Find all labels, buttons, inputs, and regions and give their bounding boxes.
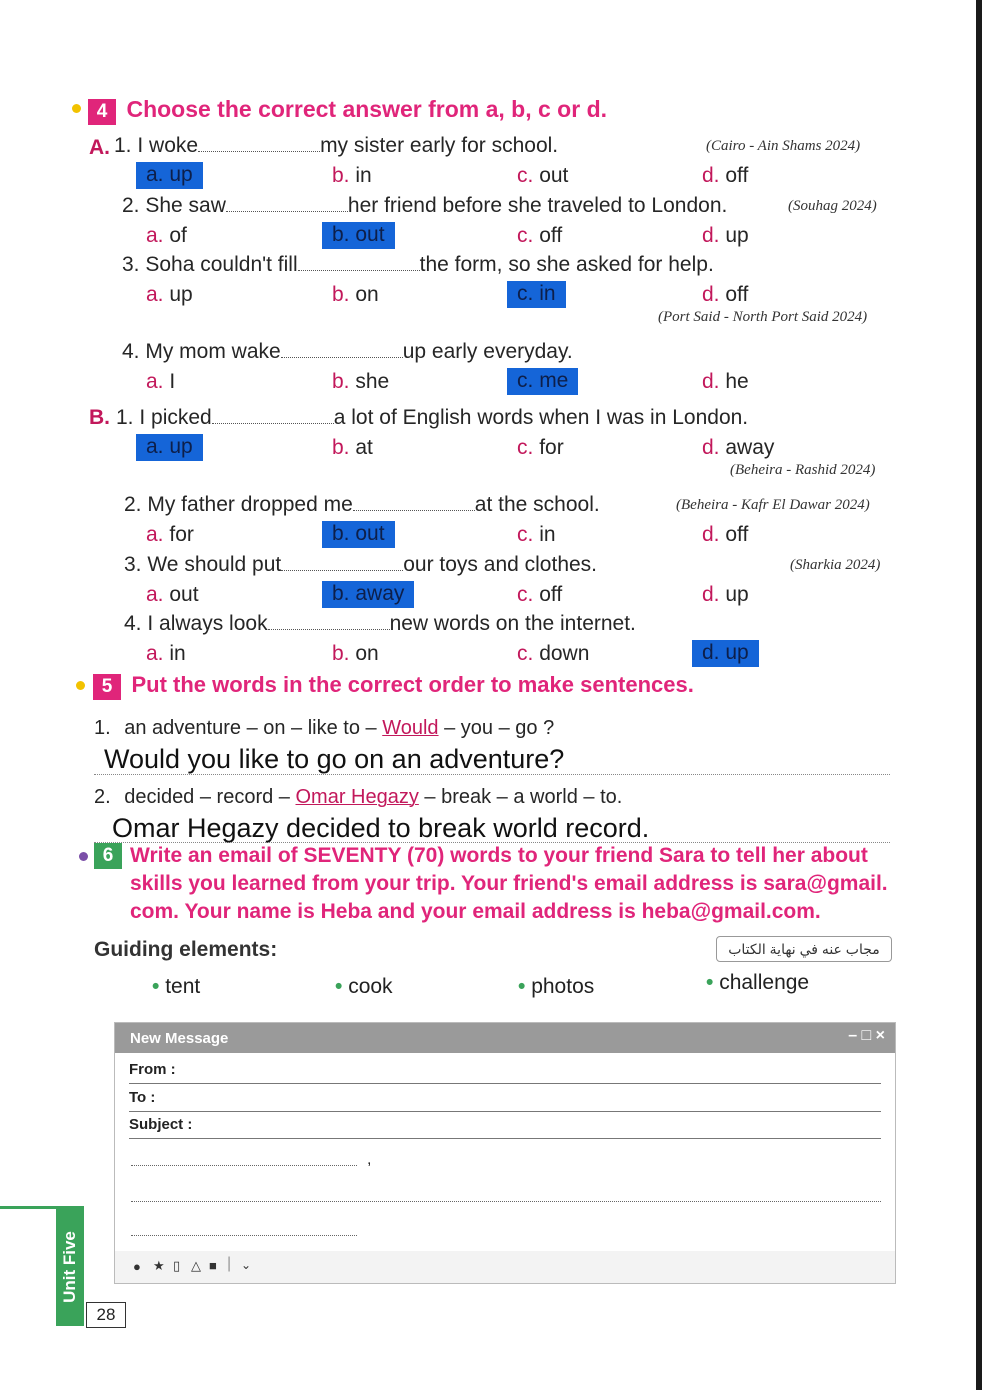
option[interactable] — [517, 583, 562, 607]
answer-key-tag: مجاب عنه في نهاية الكتاب — [716, 936, 892, 962]
option-letter: d. — [702, 523, 720, 546]
option-text: out — [169, 583, 199, 606]
page-edge — [976, 0, 982, 1390]
unit-tab-label: Unit Five — [60, 1231, 79, 1303]
question-source: (Cairo - Ain Shams 2024) — [706, 138, 861, 154]
question-text-after: at the school. — [474, 493, 600, 516]
question-source: (Souhag 2024) — [788, 198, 877, 214]
question-source: (Sharkia 2024) — [790, 557, 881, 573]
option[interactable] — [332, 642, 379, 666]
option[interactable] — [702, 283, 748, 307]
question-text-before: My father dropped me — [147, 493, 353, 516]
option-selected[interactable] — [507, 369, 578, 393]
guiding-element — [518, 975, 594, 999]
option-text: out — [355, 522, 385, 545]
option-text: on — [355, 283, 379, 306]
option[interactable] — [517, 642, 589, 666]
option-text: of — [169, 224, 187, 247]
option-letter: a. — [146, 283, 164, 306]
option[interactable] — [702, 583, 749, 607]
question-number: 4. — [124, 612, 142, 635]
window-controls[interactable]: – □ × — [848, 1027, 885, 1044]
option[interactable] — [517, 224, 562, 248]
option-letter: b. — [332, 370, 350, 393]
question-text-before: I picked — [139, 406, 212, 429]
text-format-icon[interactable]: △ — [191, 1258, 201, 1273]
option-text: away — [725, 436, 775, 459]
option-letter: c. — [517, 224, 534, 247]
question-source: (Beheira - Rashid 2024) — [730, 462, 876, 478]
option-letter: b. — [332, 283, 350, 306]
option[interactable] — [702, 436, 774, 460]
option-text: I — [169, 370, 176, 393]
guiding-element-text: challenge — [719, 971, 810, 994]
question-number: 3. — [124, 553, 142, 576]
option[interactable] — [146, 224, 187, 248]
option-text: up — [169, 163, 193, 186]
section6-number: 6 — [94, 843, 122, 869]
writing-line[interactable] — [131, 1197, 881, 1202]
purple-dot-icon — [79, 852, 88, 861]
option-text: out — [355, 223, 385, 246]
question-text-after: a lot of English words when I was in London. — [333, 406, 749, 429]
option-text: up — [169, 283, 193, 306]
order-item-words: an adventure – on – like to – — [124, 717, 383, 739]
guiding-element — [706, 971, 809, 995]
question-text-before: She saw — [145, 194, 226, 217]
option[interactable] — [146, 642, 186, 666]
question-text-before: We should put — [147, 553, 282, 576]
email-window-title: New Message — [130, 1030, 229, 1047]
option-selected[interactable] — [322, 522, 395, 546]
order-item-underlined: Would — [382, 717, 439, 739]
question-text-after: her friend before she traveled to London. — [347, 194, 728, 217]
order-item-words: decided – record – — [124, 786, 296, 808]
option-letter: c. — [517, 369, 534, 392]
section6-header — [94, 843, 122, 869]
section5-title: Put the words in the correct order to make sentences. — [131, 672, 694, 697]
question-source: (Port Said - North Port Said 2024) — [658, 309, 868, 325]
option-letter: a. — [146, 642, 164, 665]
writing-line[interactable] — [131, 1231, 357, 1236]
question-number: 1. — [114, 134, 132, 157]
question-text-before: My mom wake — [145, 340, 281, 363]
blank-line[interactable] — [198, 147, 320, 152]
option-text: for — [539, 436, 564, 459]
from-label: From : — [129, 1061, 176, 1078]
chevron-down-icon[interactable]: ⌄ — [241, 1258, 252, 1272]
option-letter: d. — [702, 641, 720, 664]
attach-icon[interactable]: ▯ — [173, 1258, 181, 1273]
option-text: off — [725, 283, 749, 306]
option-text: me — [539, 369, 569, 392]
writing-line[interactable] — [131, 1161, 357, 1166]
question-text-after: our toys and clothes. — [403, 553, 598, 576]
option-text: in — [355, 164, 372, 187]
option-selected[interactable] — [692, 641, 759, 665]
option[interactable] — [332, 164, 372, 188]
order-item-number: 1. — [94, 717, 111, 739]
option-letter: a. — [146, 163, 164, 186]
section5-header — [93, 672, 694, 700]
option-letter: a. — [146, 435, 164, 458]
question-text-after: new words on the internet. — [389, 612, 636, 635]
to-label: To : — [129, 1089, 156, 1106]
question-text-after: the form, so she asked for help. — [419, 253, 714, 276]
option-letter: d. — [702, 164, 720, 187]
option[interactable] — [517, 164, 568, 188]
guiding-element-text: cook — [348, 975, 393, 998]
option-selected[interactable] — [507, 282, 566, 306]
option-letter: c. — [517, 583, 534, 606]
section6-title-line: com. Your name is Heba and your email address is heba@gmail.com. — [130, 900, 821, 923]
option-letter: b. — [332, 582, 350, 605]
bullet-icon: • — [335, 975, 343, 998]
to-field[interactable] — [129, 1089, 881, 1112]
blank-line[interactable] — [281, 353, 403, 358]
order-item-underlined: Omar Hegazy — [295, 786, 419, 808]
page-number: 28 — [86, 1302, 126, 1328]
option-text: in — [169, 642, 186, 665]
guiding-label: Guiding elements: — [94, 938, 278, 961]
location-icon[interactable]: ● — [133, 1259, 141, 1274]
blank-line[interactable] — [212, 419, 334, 424]
question-text-before: I woke — [137, 134, 199, 157]
email-toolbar — [115, 1251, 895, 1283]
option[interactable] — [332, 436, 373, 460]
option-letter: d. — [702, 283, 720, 306]
option[interactable] — [146, 370, 175, 394]
option[interactable] — [146, 283, 193, 307]
question-number: 3. — [122, 253, 140, 276]
option-text: off — [725, 523, 749, 546]
order-answer-1: Would you like to go on an adventure? — [104, 744, 565, 774]
option-text: off — [725, 164, 749, 187]
order-item-1 — [94, 717, 554, 740]
option-text: in — [539, 523, 556, 546]
option-letter: a. — [146, 370, 164, 393]
option-selected[interactable] — [136, 163, 203, 187]
order-item-number: 2. — [94, 786, 111, 808]
question-row — [124, 553, 597, 577]
option-letter: d. — [702, 224, 720, 247]
bullet-icon: • — [706, 971, 714, 994]
option[interactable] — [517, 523, 556, 547]
section6-title — [130, 842, 920, 926]
option-text: she — [355, 370, 390, 393]
section4-title: Choose the correct answer from a, b, c or d. — [126, 96, 608, 122]
option-text: up — [725, 641, 749, 664]
blank-line[interactable] — [226, 207, 348, 212]
blank-line[interactable] — [353, 506, 475, 511]
greeting-comma: , — [367, 1151, 372, 1168]
option[interactable] — [702, 224, 749, 248]
question-text-after: my sister early for school. — [320, 134, 559, 157]
option-text: off — [539, 583, 563, 606]
option-letter: a. — [146, 224, 164, 247]
image-icon[interactable]: ■ — [209, 1258, 217, 1273]
order-answer-2: Omar Hegazy decided to break world record. — [112, 813, 650, 843]
option-letter: b. — [332, 223, 350, 246]
option-text: out — [539, 164, 569, 187]
question-row — [122, 253, 714, 277]
part-b-label: B. — [89, 406, 110, 429]
option-text: for — [169, 523, 194, 546]
option[interactable] — [332, 283, 379, 307]
option-letter: d. — [702, 370, 720, 393]
part-a-label: A. — [89, 136, 110, 159]
star-icon[interactable]: ★ — [153, 1258, 165, 1273]
option-text: in — [539, 282, 556, 305]
subject-field[interactable] — [129, 1116, 881, 1139]
option-letter: c. — [517, 164, 534, 187]
question-text-before: I always look — [147, 612, 268, 635]
option-text: down — [539, 642, 590, 665]
guiding-element — [152, 975, 200, 999]
bullet-icon: • — [152, 975, 160, 998]
option-letter: d. — [702, 436, 720, 459]
section4-number: 4 — [88, 99, 116, 125]
question-row — [114, 134, 558, 158]
option[interactable] — [146, 583, 199, 607]
question-row — [124, 493, 600, 517]
option-letter: c. — [517, 282, 534, 305]
option-selected[interactable] — [322, 223, 395, 247]
option-letter: b. — [332, 436, 350, 459]
option-text: at — [355, 436, 373, 459]
question-row — [122, 340, 573, 364]
blank-line[interactable] — [281, 566, 403, 571]
section5-number: 5 — [93, 674, 121, 700]
toolbar-divider: | — [227, 1255, 232, 1272]
option-letter: d. — [702, 583, 720, 606]
question-text-before: Soha couldn't fill — [145, 253, 298, 276]
option[interactable] — [332, 370, 389, 394]
option-text: up — [725, 224, 749, 247]
guiding-element-text: photos — [531, 975, 595, 998]
option-letter: c. — [517, 642, 534, 665]
option-letter: c. — [517, 436, 534, 459]
option-text: on — [355, 642, 379, 665]
option-letter: c. — [517, 523, 534, 546]
option-letter: a. — [146, 523, 164, 546]
option-letter: b. — [332, 642, 350, 665]
section4-header — [88, 96, 607, 125]
yellow-dot-icon — [72, 104, 81, 113]
question-number: 1. — [116, 406, 134, 429]
order-item-2 — [94, 786, 622, 809]
guiding-element-text: tent — [165, 975, 201, 998]
question-number: 2. — [124, 493, 142, 516]
option[interactable] — [702, 164, 748, 188]
blank-line[interactable] — [298, 266, 420, 271]
section6-title-line: Write an email of SEVENTY (70) words to your friend Sara to tell her about — [130, 844, 868, 867]
option-selected[interactable] — [322, 582, 414, 606]
question-number: 4. — [122, 340, 140, 363]
guiding-element — [335, 975, 393, 999]
order-item-words: – break – a world – to. — [418, 786, 623, 808]
question-row — [116, 406, 748, 430]
subject-label: Subject : — [129, 1116, 193, 1133]
option-letter: b. — [332, 164, 350, 187]
option-text: he — [725, 370, 749, 393]
option-text: off — [539, 224, 563, 247]
question-source: (Beheira - Kafr El Dawar 2024) — [676, 497, 870, 513]
order-item-words: – you – go ? — [438, 717, 555, 739]
question-text-after: up early everyday. — [402, 340, 573, 363]
option-letter: b. — [332, 522, 350, 545]
option-text: away — [355, 582, 405, 605]
blank-line[interactable] — [268, 625, 390, 630]
unit-tab — [56, 1208, 84, 1326]
yellow-dot-icon — [76, 681, 85, 690]
section6-title-line: skills you learned from your trip. Your friend's email address is sara@gmail. — [130, 872, 888, 895]
question-number: 2. — [122, 194, 140, 217]
from-field[interactable] — [129, 1061, 881, 1084]
option[interactable] — [702, 523, 748, 547]
email-window — [114, 1022, 896, 1284]
option-letter: a. — [146, 583, 164, 606]
option[interactable] — [146, 523, 194, 547]
option-text: up — [725, 583, 749, 606]
option[interactable] — [702, 370, 749, 394]
bullet-icon: • — [518, 975, 526, 998]
question-row — [124, 612, 636, 636]
option-selected[interactable] — [136, 435, 203, 459]
email-title-bar — [115, 1023, 895, 1053]
option[interactable] — [517, 436, 564, 460]
question-row — [122, 194, 727, 218]
option-text: up — [169, 435, 193, 458]
